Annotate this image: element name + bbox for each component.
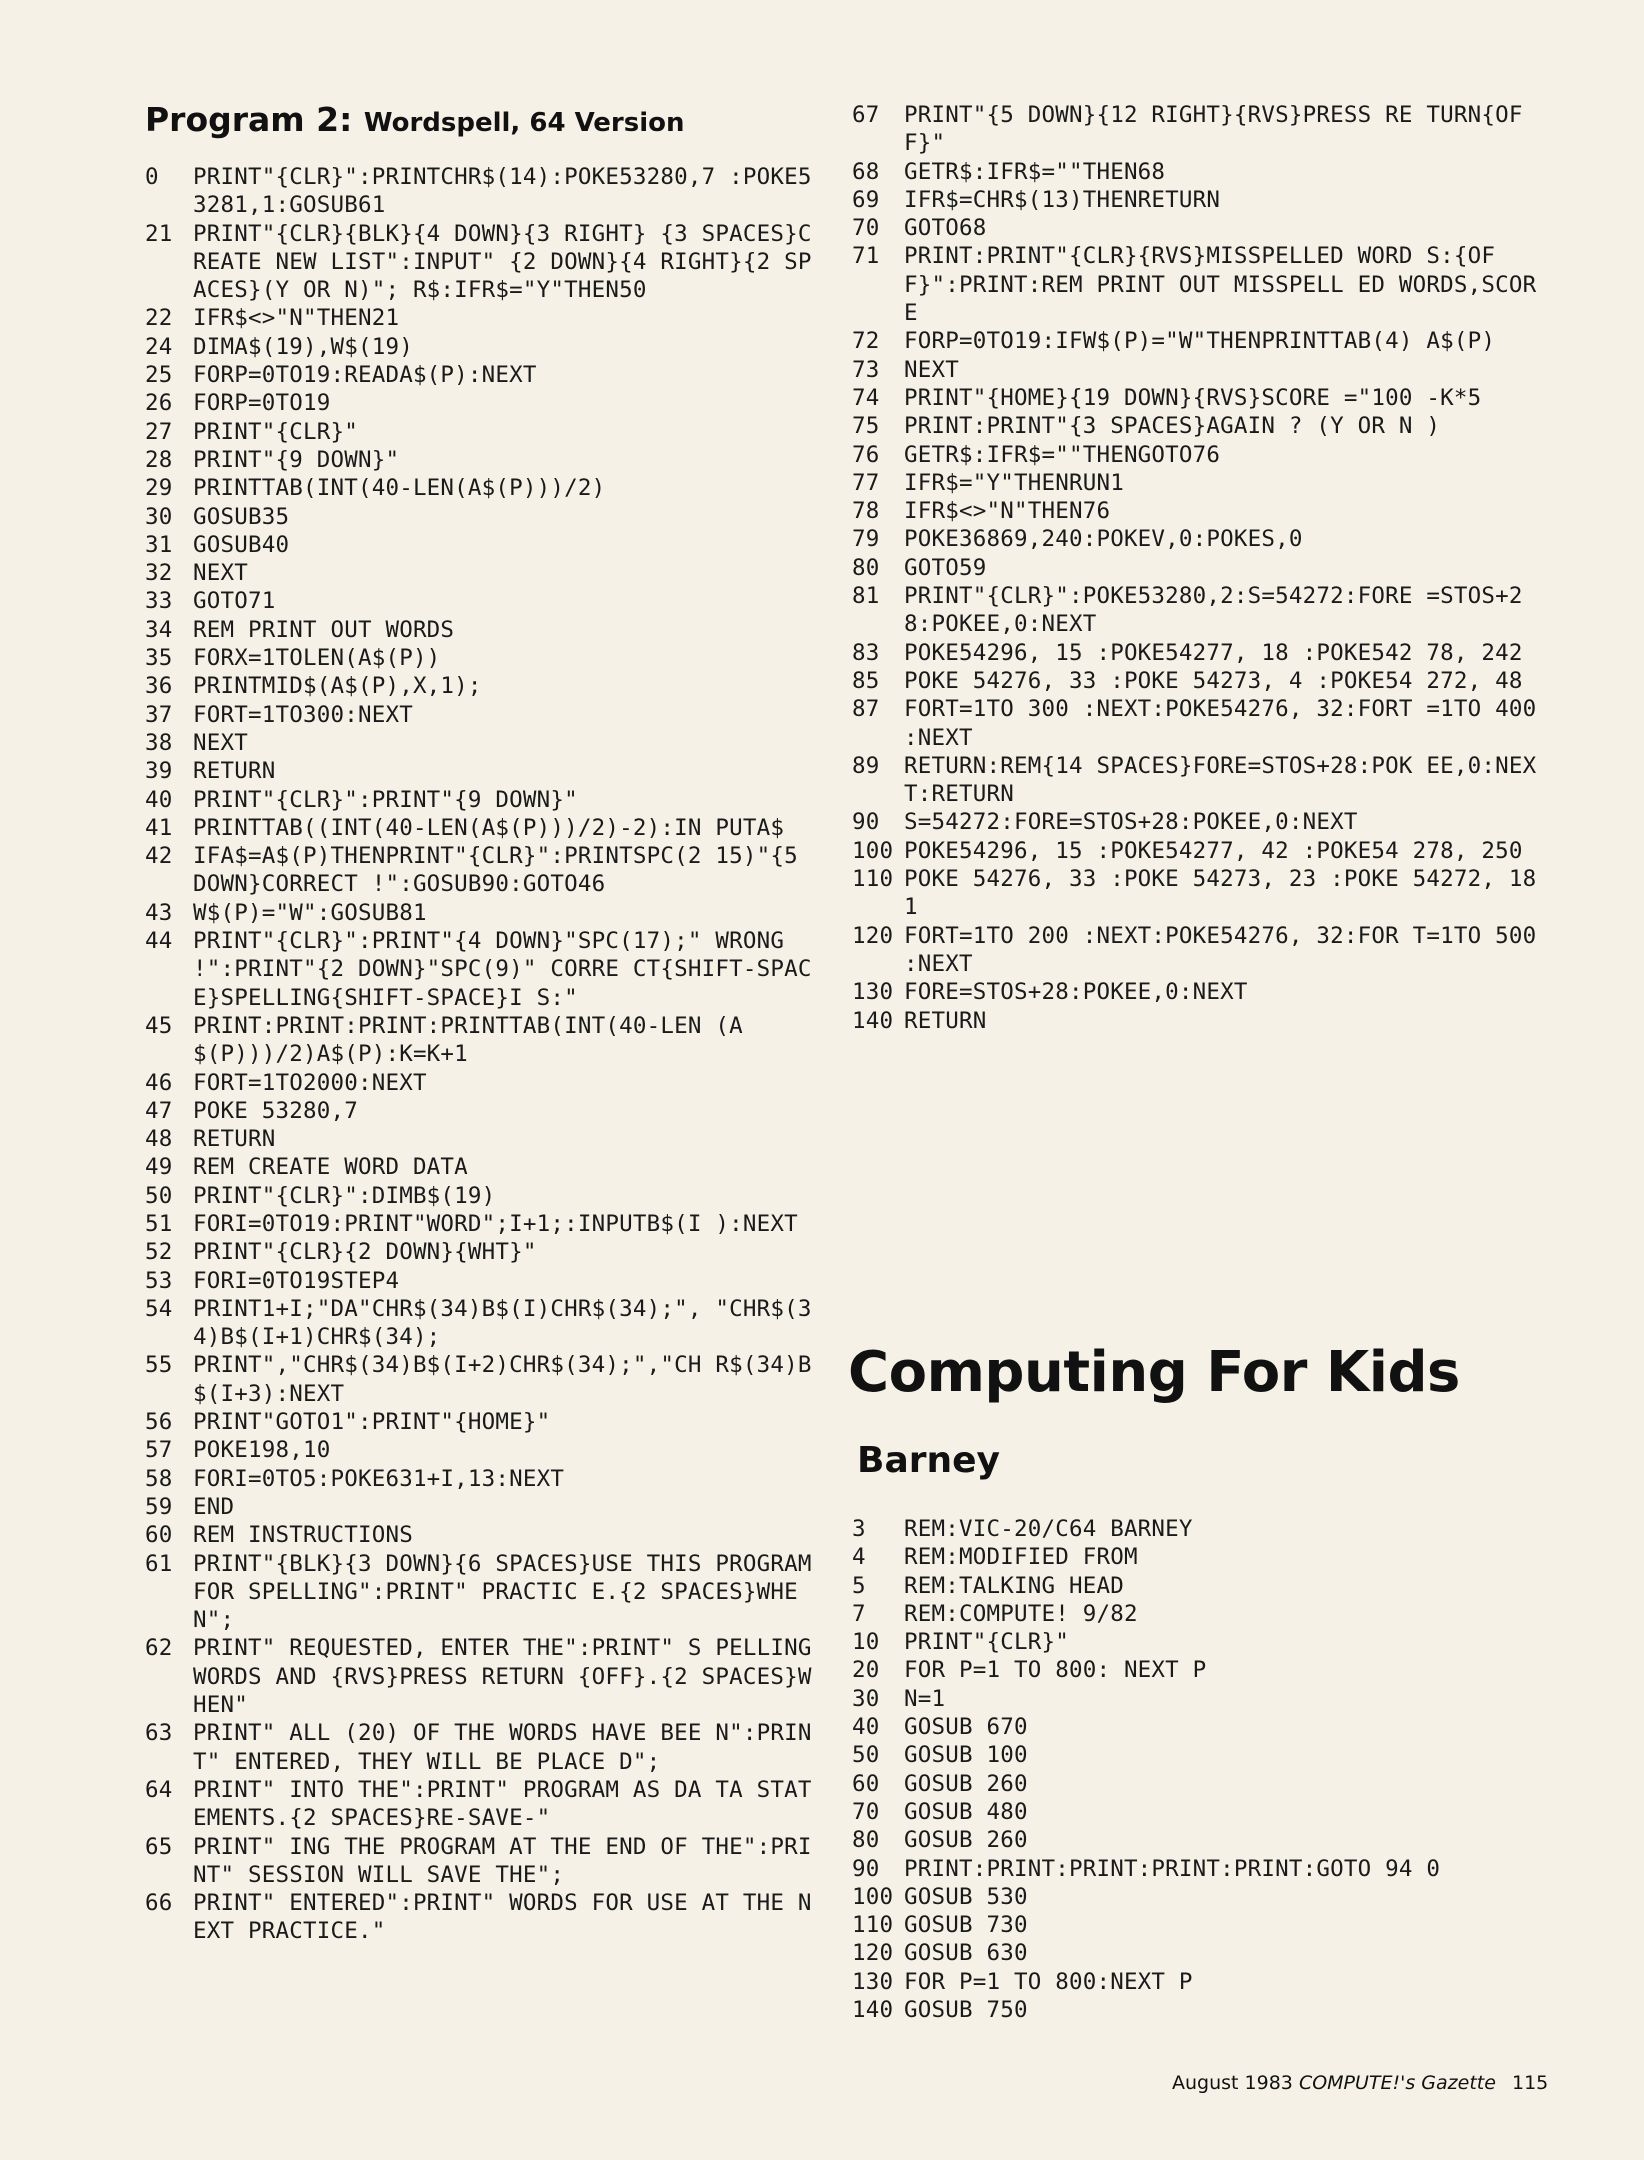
code-line (145, 1634, 825, 1719)
line-code: PRINT" ENTERED":PRINT" WORDS FOR USE AT THE NEXT PRACTICE." (193, 1890, 812, 1945)
line-number: 46 (145, 1069, 173, 1096)
line-code: NEXT (193, 560, 248, 587)
line-code: PRINTTAB(INT(40-LEN(A$(P)))/2) (193, 475, 606, 502)
line-number: 72 (852, 328, 880, 355)
line-code: REM:VIC-20/C64 BARNEY (904, 1516, 1193, 1542)
code-line (852, 808, 1542, 836)
line-code: REM PRINT OUT WORDS (193, 616, 455, 643)
code-line (852, 1770, 1542, 1798)
code-line (145, 1833, 825, 1890)
line-code: GOSUB 630 (904, 1940, 1028, 1967)
code-line (852, 158, 1542, 186)
code-line (852, 922, 1551, 979)
line-number: 7 (852, 1600, 866, 1627)
line-code: NEXT (904, 356, 959, 383)
code-line (145, 1153, 825, 1181)
line-number: 65 (145, 1833, 173, 1860)
program-title-number: Program 2: (145, 100, 364, 139)
code-line (852, 1685, 1542, 1713)
line-number: 53 (145, 1267, 173, 1294)
line-number: 45 (145, 1012, 173, 1039)
page-number: 115 (1511, 2072, 1549, 2094)
line-code: PRINT" INTO THE":PRINT" PROGRAM AS DA TA STATEMENTS.{2 SPACES}RE-SAVE-" (193, 1776, 812, 1832)
line-code: PRINT"{5 DOWN}{12 RIGHT}{RVS}PRESS RE TURN{OFF}" (904, 102, 1523, 157)
line-number: 24 (145, 333, 173, 360)
line-number: 48 (145, 1126, 173, 1153)
code-line (145, 503, 825, 531)
code-line (145, 1238, 825, 1266)
line-code: GOSUB40 (193, 531, 290, 558)
line-code: PRINT" REQUESTED, ENTER THE":PRINT" S PELLING WORDS AND {RVS}PRESS RETURN {OFF}.{2 SPACES}WHEN" (193, 1635, 826, 1719)
line-code: POKE 54276, 33 :POKE 54273, 23 :POKE 54272, 181 (904, 866, 1537, 921)
line-code: GOSUB 260 (904, 1827, 1028, 1854)
line-number: 61 (145, 1550, 173, 1577)
line-number: 51 (145, 1210, 173, 1237)
code-line (852, 1855, 1542, 1883)
code-line (145, 559, 825, 587)
line-number: 56 (145, 1409, 173, 1436)
code-line (852, 695, 1551, 752)
program-title-name: Wordspell, 64 Version (363, 108, 685, 138)
code-line (145, 786, 825, 814)
line-code: FORP=0TO19:IFW$(P)="W"THENPRINTTAB(4) A$(P) (904, 328, 1496, 355)
line-number: 50 (852, 1742, 880, 1769)
line-code: POKE 54276, 33 :POKE 54273, 4 :POKE54 272, 48 (904, 667, 1523, 694)
line-number: 55 (145, 1352, 173, 1379)
line-code: IFR$="Y"THENRUN1 (904, 469, 1124, 496)
code-line (852, 1939, 1542, 1967)
code-line (852, 525, 1542, 553)
line-code: FORE=STOS+28:POKEE,0:NEXT (904, 979, 1248, 1006)
line-code: PRINT"{CLR}" (193, 418, 358, 445)
line-number: 100 (852, 1883, 894, 1910)
line-number: 130 (852, 979, 894, 1006)
line-code: REM:COMPUTE! 9/82 (904, 1600, 1138, 1627)
line-number: 140 (852, 1997, 894, 2024)
line-number: 60 (145, 1522, 173, 1549)
line-number: 10 (852, 1629, 880, 1656)
line-code: FORP=0TO19 (193, 390, 331, 417)
code-line (145, 304, 825, 332)
code-line (852, 384, 1542, 412)
line-number: 110 (852, 866, 894, 893)
line-number: 33 (145, 588, 173, 615)
line-number: 130 (852, 1968, 894, 1995)
line-number: 27 (145, 418, 173, 445)
code-line (852, 1713, 1542, 1741)
code-line (145, 899, 825, 927)
code-line (852, 1968, 1542, 1996)
line-number: 54 (145, 1295, 173, 1322)
code-line (145, 418, 825, 446)
line-number: 85 (852, 667, 880, 694)
article-subtitle: Barney (857, 1440, 1000, 1481)
code-line (145, 1295, 825, 1352)
line-code: FORT=1TO 200 :NEXT:POKE54276, 32:FOR T=1TO 500 :NEXT (904, 922, 1551, 977)
code-line (145, 1521, 825, 1549)
code-line (145, 531, 825, 559)
line-code: FORT=1TO2000:NEXT (193, 1069, 427, 1096)
code-line (145, 1436, 825, 1464)
line-number: 120 (852, 922, 894, 949)
code-line (145, 1465, 825, 1493)
code-line (852, 356, 1542, 384)
code-line (852, 582, 1542, 639)
line-code: PRINT"GOTO1":PRINT"{HOME}" (193, 1409, 551, 1436)
line-number: 83 (852, 639, 880, 666)
line-code: GOTO71 (193, 588, 276, 615)
line-code: PRINT" ALL (20) OF THE WORDS HAVE BEE N":PRINT" ENTERED, THEY WILL BE PLACE D"; (193, 1720, 812, 1775)
line-code: IFR$<>"N"THEN21 (193, 305, 400, 332)
line-code: GOSUB 480 (904, 1798, 1028, 1825)
line-number: 64 (145, 1776, 173, 1803)
code-line (145, 333, 825, 361)
code-line (145, 587, 825, 615)
line-number: 76 (852, 441, 880, 468)
line-code: IFR$=CHR$(13)THENRETURN (904, 186, 1221, 213)
code-line (145, 1493, 825, 1521)
code-line (145, 474, 825, 502)
code-line (852, 441, 1542, 469)
line-number: 40 (852, 1714, 880, 1741)
program-listing-left (145, 163, 825, 1946)
line-code: PRINT"{CLR}{BLK}{4 DOWN}{3 RIGHT} {3 SPACES}CREATE NEW LIST":INPUT" {2 DOWN}{4 RIGHT}{2 SPACES}(Y OR N)"; R$:IFR$="Y"THEN50 (193, 220, 812, 304)
code-line (852, 1628, 1542, 1656)
code-line (145, 1182, 825, 1210)
line-number: 90 (852, 809, 880, 836)
line-number: 44 (145, 928, 173, 955)
line-code: PRINT"{HOME}{19 DOWN}{RVS}SCORE ="100 -K*5 (904, 384, 1482, 411)
line-code: GETR$:IFR$=""THEN68 (904, 158, 1166, 185)
code-line (852, 1572, 1542, 1600)
line-code: REM:TALKING HEAD (904, 1572, 1124, 1599)
code-line (145, 644, 825, 672)
line-number: 47 (145, 1097, 173, 1124)
code-line (852, 412, 1542, 440)
code-line (145, 1776, 825, 1833)
line-number: 80 (852, 554, 880, 581)
line-code: W$(P)="W":GOSUB81 (193, 899, 427, 926)
line-number: 30 (145, 503, 173, 530)
code-line (852, 1543, 1542, 1571)
code-line (852, 1515, 1542, 1543)
section-title: Computing For Kids (848, 1340, 1460, 1405)
line-code: POKE36869,240:POKEV,0:POKES,0 (904, 526, 1303, 553)
code-line (852, 978, 1542, 1006)
line-code: FORI=0TO5:POKE631+I,13:NEXT (193, 1465, 565, 1492)
code-line (145, 163, 825, 220)
line-number: 25 (145, 362, 173, 389)
line-number: 100 (852, 837, 894, 864)
code-line (852, 242, 1542, 327)
line-number: 67 (852, 102, 880, 128)
line-number: 58 (145, 1465, 173, 1492)
line-code: DIMA$(19),W$(19) (193, 333, 413, 360)
code-line (145, 672, 825, 700)
line-code: FORT=1TO 300 :NEXT:POKE54276, 32:FORT =1TO 400 :NEXT (904, 696, 1551, 751)
line-number: 21 (145, 220, 173, 247)
code-line (145, 1351, 825, 1408)
line-number: 110 (852, 1912, 894, 1939)
line-code: PRINT:PRINT"{3 SPACES}AGAIN ? (Y OR N ) (904, 413, 1441, 440)
line-code: PRINT"{CLR}":PRINT"{9 DOWN}" (193, 786, 578, 813)
code-line (145, 927, 825, 1012)
code-line (145, 616, 825, 644)
line-number: 89 (852, 752, 880, 779)
line-code: IFR$<>"N"THEN76 (904, 498, 1111, 525)
code-line (852, 101, 1542, 158)
line-number: 79 (852, 526, 880, 553)
code-line (145, 361, 825, 389)
line-number: 42 (145, 843, 173, 870)
code-line (852, 327, 1542, 355)
line-code: PRINT","CHR$(34)B$(I+2)CHR$(34);","CH R$(34)B$(I+3):NEXT (193, 1352, 812, 1407)
code-line (145, 729, 825, 757)
line-code: PRINT:PRINT"{CLR}{RVS}MISSPELLED WORD S:{OFF}":PRINT:REM PRINT OUT MISSPELL ED WORDS,SCORE (904, 243, 1537, 327)
line-code: GOSUB 530 (904, 1883, 1028, 1910)
code-line (852, 1007, 1542, 1035)
line-number: 73 (852, 356, 880, 383)
line-code: RETURN (193, 1126, 276, 1153)
line-code: GOSUB 670 (904, 1714, 1028, 1741)
line-number: 59 (145, 1493, 173, 1520)
code-line (145, 1550, 825, 1635)
code-line (852, 214, 1542, 242)
line-code: PRINT"{9 DOWN}" (193, 446, 400, 473)
line-code: GOSUB35 (193, 503, 290, 530)
line-number: 140 (852, 1007, 894, 1034)
line-code: REM:MODIFIED FROM (904, 1544, 1138, 1571)
line-code: PRINT"{CLR}":PRINT"{4 DOWN}"SPC(17);" WRONG !":PRINT"{2 DOWN}"SPC(9)" CORRE CT{SHIFT-SPACE}SPELLING{SHIFT-SPACE}I S:" (193, 928, 812, 1011)
line-code: POKE 53280,7 (193, 1097, 358, 1124)
code-line (145, 446, 825, 474)
line-number: 22 (145, 305, 173, 332)
code-line (852, 667, 1542, 695)
line-code: PRINT"{CLR}":POKE53280,2:S=54272:FORE =STOS+28:POKEE,0:NEXT (904, 583, 1523, 638)
footer-magazine: COMPUTE!'s Gazette (1298, 2072, 1496, 2094)
line-number: 37 (145, 701, 173, 728)
line-number: 30 (852, 1685, 880, 1712)
line-number: 49 (145, 1154, 173, 1181)
code-line (145, 220, 825, 305)
line-code: FORI=0TO19:PRINT"WORD";I+1;:INPUTB$(I ):NEXT (193, 1210, 798, 1237)
program-title (145, 100, 685, 139)
line-number: 29 (145, 475, 173, 502)
line-code: PRINTTAB((INT(40-LEN(A$(P)))/2)-2):IN PUTA$ (193, 814, 785, 841)
line-number: 20 (852, 1657, 880, 1684)
code-line (145, 1069, 825, 1097)
line-number: 69 (852, 186, 880, 213)
code-line (145, 842, 825, 899)
code-line (145, 814, 825, 842)
line-code: GOSUB 730 (904, 1912, 1028, 1939)
line-code: RETURN (193, 758, 276, 785)
line-code: PRINT"{CLR}{2 DOWN}{WHT}" (193, 1239, 537, 1266)
line-code: PRINT"{CLR}":PRINTCHR$(14):POKE53280,7 :POKE53281,1:GOSUB61 (193, 164, 812, 219)
line-number: 32 (145, 560, 173, 587)
line-number: 78 (852, 498, 880, 525)
code-line (145, 1210, 825, 1238)
line-number: 90 (852, 1855, 880, 1882)
line-number: 40 (145, 786, 173, 813)
line-number: 36 (145, 673, 173, 700)
code-line (145, 1125, 825, 1153)
code-line (852, 469, 1542, 497)
code-line (852, 1911, 1542, 1939)
code-line (852, 865, 1542, 922)
line-code: NEXT (193, 729, 248, 756)
code-line (145, 1012, 825, 1069)
line-code: PRINT"{CLR}":DIMB$(19) (193, 1182, 496, 1209)
line-number: 68 (852, 158, 880, 185)
line-code: GOTO68 (904, 215, 987, 242)
code-line (145, 1889, 825, 1946)
line-number: 5 (852, 1572, 866, 1599)
line-number: 4 (852, 1544, 866, 1571)
line-code: REM INSTRUCTIONS (193, 1522, 413, 1549)
line-code: PRINT" ING THE PROGRAM AT THE END OF THE":PRINT" SESSION WILL SAVE THE"; (193, 1833, 812, 1888)
line-code: RETURN (904, 1007, 987, 1034)
line-code: S=54272:FORE=STOS+28:POKEE,0:NEXT (904, 809, 1358, 836)
line-number: 81 (852, 583, 880, 610)
line-number: 34 (145, 616, 173, 643)
line-code: FOR P=1 TO 800: NEXT P (904, 1657, 1207, 1684)
line-code: PRINT1+I;"DA"CHR$(34)B$(I)CHR$(34);", "CHR$(34)B$(I+1)CHR$(34); (193, 1295, 812, 1351)
line-number: 66 (145, 1890, 173, 1917)
line-code: POKE54296, 15 :POKE54277, 18 :POKE542 78, 242 (904, 639, 1523, 666)
line-code: PRINT:PRINT:PRINT:PRINT:PRINT:GOTO 94 0 (904, 1855, 1441, 1882)
line-number: 75 (852, 413, 880, 440)
code-line (852, 1826, 1542, 1854)
line-number: 28 (145, 446, 173, 473)
code-line (852, 1600, 1542, 1628)
line-code: GOSUB 100 (904, 1742, 1028, 1769)
line-number: 41 (145, 814, 173, 841)
line-number: 38 (145, 729, 173, 756)
code-line (852, 1656, 1542, 1684)
line-number: 74 (852, 384, 880, 411)
line-code: GETR$:IFR$=""THENGOTO76 (904, 441, 1221, 468)
line-number: 57 (145, 1437, 173, 1464)
program-listing-right (852, 101, 1551, 1035)
code-line (852, 1741, 1542, 1769)
line-code: GOTO59 (904, 554, 987, 581)
line-number: 70 (852, 1798, 880, 1825)
page-footer (1172, 2072, 1548, 2094)
line-code: FORP=0TO19:READA$(P):NEXT (193, 362, 537, 389)
line-code: REM CREATE WORD DATA (193, 1154, 468, 1181)
code-line (145, 701, 825, 729)
line-number: 70 (852, 215, 880, 242)
line-code: PRINTMID$(A$(P),X,1); (193, 673, 482, 700)
line-number: 3 (852, 1516, 866, 1542)
line-code: PRINT"{BLK}{3 DOWN}{6 SPACES}USE THIS PROGRAM FOR SPELLING":PRINT" PRACTIC E.{2 SPACES}WHEN"; (193, 1550, 826, 1634)
code-line (852, 1883, 1542, 1911)
line-code: FORI=0TO19STEP4 (193, 1267, 400, 1294)
code-line (145, 1408, 825, 1436)
code-line (145, 1267, 825, 1295)
line-number: 87 (852, 696, 880, 723)
line-code: IFA$=A$(P)THENPRINT"{CLR}":PRINTSPC(2 15)"{5 DOWN}CORRECT !":GOSUB90:GOTO46 (193, 843, 812, 898)
line-number: 80 (852, 1827, 880, 1854)
code-line (852, 554, 1542, 582)
code-line (852, 186, 1542, 214)
line-number: 43 (145, 899, 173, 926)
code-line (852, 497, 1542, 525)
line-code: GOSUB 750 (904, 1997, 1028, 2024)
line-number: 77 (852, 469, 880, 496)
code-line (145, 1719, 825, 1776)
line-number: 60 (852, 1770, 880, 1797)
code-line (852, 752, 1542, 809)
line-number: 50 (145, 1182, 173, 1209)
line-code: POKE198,10 (193, 1437, 331, 1464)
line-code: RETURN:REM{14 SPACES}FORE=STOS+28:POK EE,0:NEXT:RETURN (904, 752, 1537, 808)
code-line (852, 639, 1542, 667)
line-number: 39 (145, 758, 173, 785)
code-line (145, 757, 825, 785)
line-code: END (193, 1493, 235, 1520)
line-number: 71 (852, 243, 880, 270)
line-code: GOSUB 260 (904, 1770, 1028, 1797)
footer-date: August 1983 (1172, 2072, 1293, 2094)
code-line (852, 1996, 1542, 2024)
line-code: POKE54296, 15 :POKE54277, 42 :POKE54 278, 250 (904, 837, 1523, 864)
line-code: N=1 (904, 1685, 946, 1712)
code-line (852, 837, 1542, 865)
line-code: FOR P=1 TO 800:NEXT P (904, 1968, 1193, 1995)
line-number: 35 (145, 645, 173, 672)
line-number: 52 (145, 1239, 173, 1266)
code-line (145, 1097, 825, 1125)
line-code: PRINT"{CLR}" (904, 1629, 1069, 1656)
line-code: PRINT:PRINT:PRINT:PRINTTAB(INT(40-LEN (A$(P)))/2)A$(P):K=K+1 (193, 1012, 743, 1068)
line-number: 63 (145, 1720, 173, 1747)
line-code: FORT=1TO300:NEXT (193, 701, 413, 728)
code-line (145, 389, 825, 417)
line-number: 31 (145, 531, 173, 558)
code-line (852, 1798, 1542, 1826)
line-number: 0 (145, 164, 159, 190)
line-number: 26 (145, 390, 173, 417)
line-number: 120 (852, 1940, 894, 1967)
line-number: 62 (145, 1635, 173, 1662)
barney-listing (852, 1515, 1542, 2024)
line-code: FORX=1TOLEN(A$(P)) (193, 645, 441, 672)
